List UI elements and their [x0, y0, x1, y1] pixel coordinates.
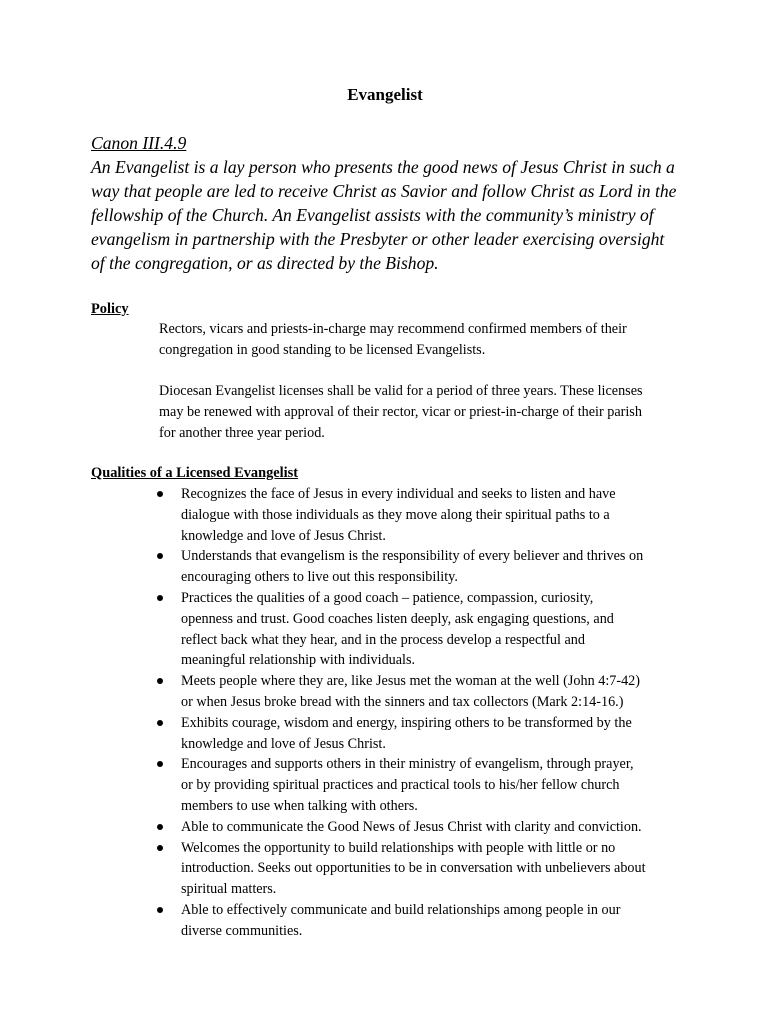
list-item	[0, 484, 770, 546]
list-item-line: introduction. Seeks out opportunities to be in conversation with unbelievers about	[181, 860, 646, 877]
list-item-line: Practices the qualities of a good coach – patience, compassion, curiosity,	[181, 589, 594, 606]
policy-paragraph-1	[159, 319, 719, 361]
canon-reference: Canon III.4.9	[91, 133, 187, 153]
qualities-list	[0, 484, 770, 942]
bullet-icon	[157, 491, 163, 497]
list-item-line: dialogue with those individuals as they move along their spiritual paths to a	[181, 506, 610, 523]
list-item-line: knowledge and love of Jesus Christ.	[181, 735, 386, 752]
canon-text-line: evangelism in partnership with the Presbyter or other leader exercising oversight	[91, 229, 665, 249]
policy-paragraph-line: congregation in good standing to be licensed Evangelists.	[159, 342, 486, 358]
policy-paragraph-line: Rectors, vicars and priests-in-charge may recommend confirmed members of their	[159, 321, 627, 337]
list-item	[0, 754, 770, 816]
list-item-line: Able to communicate the Good News of Jesus Christ with clarity and conviction.	[181, 818, 642, 835]
canon-section	[91, 131, 691, 275]
policy-paragraph-2	[159, 381, 719, 444]
list-item-line: Able to effectively communicate and build relationships among people in our	[181, 901, 621, 918]
list-item-line: encouraging others to live out this responsibility.	[181, 569, 458, 586]
bullet-icon	[157, 595, 163, 601]
list-item	[0, 588, 770, 671]
policy-paragraph-line: for another three year period.	[159, 425, 325, 441]
policy-paragraph-line: Diocesan Evangelist licenses shall be valid for a period of three years. These licenses	[159, 383, 643, 399]
canon-text-line: way that people are led to receive Christ as Savior and follow Christ as Lord in the	[91, 181, 677, 201]
bullet-icon	[157, 824, 163, 830]
list-item-line: Recognizes the face of Jesus in every individual and seeks to listen and have	[181, 486, 616, 502]
bullet-icon	[157, 845, 163, 851]
list-item	[0, 671, 770, 713]
list-item-line: Meets people where they are, like Jesus met the woman at the well (John 4:7-42)	[181, 673, 640, 690]
policy-paragraph-line: may be renewed with approval of their rector, vicar or priest-in-charge of their parish	[159, 404, 642, 420]
list-item	[0, 817, 770, 838]
list-item-line: diverse communities.	[181, 922, 303, 939]
list-item	[0, 546, 770, 588]
list-item-line: knowledge and love of Jesus Christ.	[181, 527, 386, 544]
bullet-icon	[157, 907, 163, 913]
list-item-line: Encourages and supports others in their ministry of evangelism, through prayer,	[181, 756, 634, 773]
list-item-line: meaningful relationship with individuals.	[181, 652, 416, 669]
list-item-line: Exhibits courage, wisdom and energy, inspiring others to be transformed by the	[181, 714, 632, 731]
list-item-line: spiritual matters.	[181, 881, 277, 898]
list-item-line: members to use when talking with others.	[181, 797, 418, 814]
list-item-line: Welcomes the opportunity to build relationships with people with little or no	[181, 839, 616, 856]
list-item-line: openness and trust. Good coaches listen deeply, ask engaging questions, and	[181, 610, 614, 627]
bullet-icon	[157, 553, 163, 559]
list-item-line: reflect back what they hear, and in the process develop a respectful and	[181, 631, 585, 648]
list-item	[0, 900, 770, 942]
page-title: Evangelist	[347, 85, 423, 104]
list-item	[0, 713, 770, 755]
policy-heading: Policy	[91, 301, 129, 317]
list-item	[0, 838, 770, 900]
list-item-line: Understands that evangelism is the responsibility of every believer and thrives on	[181, 548, 644, 565]
bullet-icon	[157, 678, 163, 684]
canon-text-line: fellowship of the Church. An Evangelist assists with the community’s ministry of	[91, 205, 654, 225]
canon-text-line: An Evangelist is a lay person who presents the good news of Jesus Christ in such a	[91, 157, 675, 177]
list-item-line: or by providing spiritual practices and practical tools to his/her fellow church	[181, 777, 620, 794]
canon-reference-line	[91, 131, 691, 155]
qualities-heading: Qualities of a Licensed Evangelist	[91, 465, 299, 481]
bullet-icon	[157, 761, 163, 767]
canon-text-line: of the congregation, or as directed by the Bishop.	[91, 253, 439, 273]
list-item-line: or when Jesus broke bread with the sinners and tax collectors (Mark 2:14-16.)	[181, 693, 624, 710]
bullet-icon	[157, 720, 163, 726]
